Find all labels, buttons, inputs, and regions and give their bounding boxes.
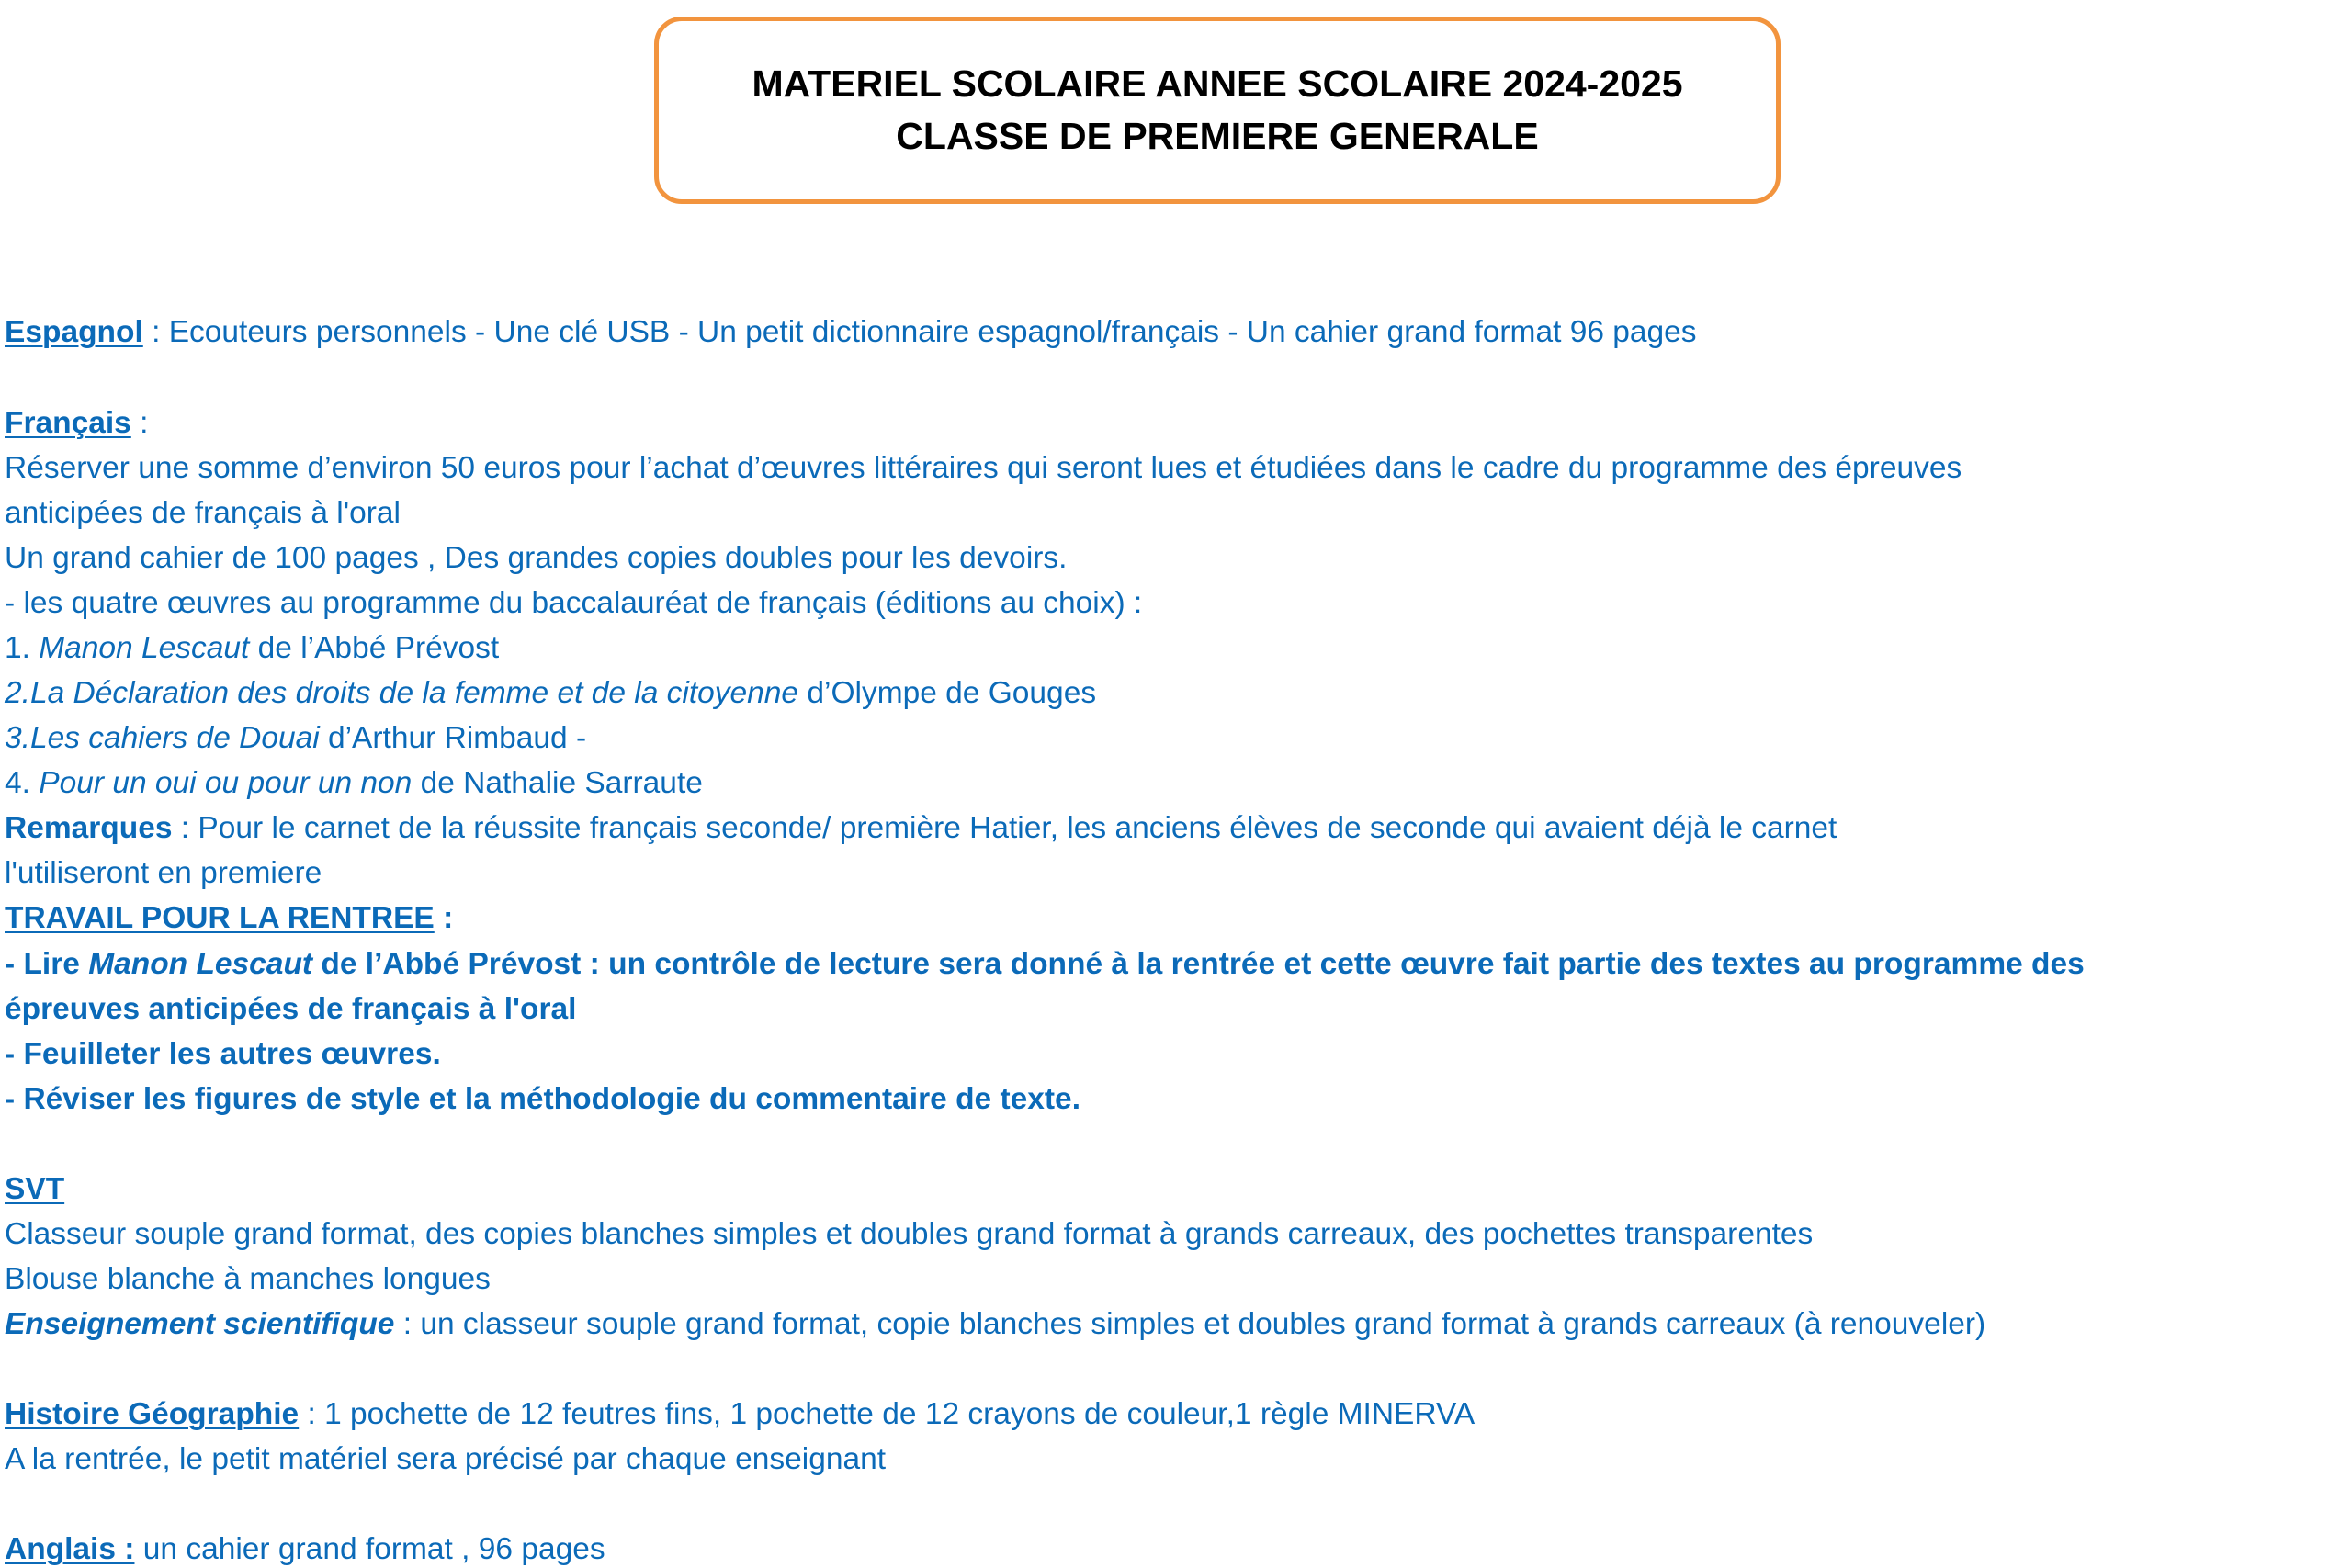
work-4-author: de Nathalie Sarraute xyxy=(412,766,703,800)
travail-item-1-line-2: épreuves anticipées de français à l'oral xyxy=(5,992,577,1026)
work-2-author: d’Olympe de Gouges xyxy=(798,676,1097,710)
histoire-heading: Histoire Géographie xyxy=(5,1397,300,1431)
work-1-title: Manon Lescaut xyxy=(39,631,250,665)
enseignement-scientifique-line xyxy=(5,1306,1985,1343)
work-3-title: 3.Les cahiers de Douai xyxy=(5,721,320,755)
svt-heading-line xyxy=(5,1171,64,1208)
document-subtitle: CLASSE DE PREMIERE GENERALE xyxy=(896,115,1539,157)
espagnol-section xyxy=(5,314,1697,351)
travail-item-3: - Réviser les figures de style et la méthodologie du commentaire de texte. xyxy=(5,1082,1080,1116)
work-2-title: 2.La Déclaration des droits de la femme et de la citoyenne xyxy=(5,676,799,710)
francais-line4: - les quatre œuvres au programme du baccalauréat de français (éditions au choix) : xyxy=(5,586,1143,620)
enseignement-scientifique-text: : un classeur souple grand format, copie blanches simples et doubles grand format à grands carreaux (à renouveler) xyxy=(394,1307,1986,1341)
document-title: MATERIEL SCOLAIRE ANNEE SCOLAIRE 2024-2025 xyxy=(752,62,1683,105)
svt-line2: Blouse blanche à manches longues xyxy=(5,1262,491,1296)
title-box xyxy=(654,17,1781,204)
travail-heading-suffix: : xyxy=(434,901,454,935)
work-1-author: de l’Abbé Prévost xyxy=(249,631,500,665)
travail-1-title: Manon Lescaut xyxy=(88,947,313,981)
work-3-author: d’Arthur Rimbaud - xyxy=(319,721,587,755)
espagnol-text: : Ecouteurs personnels - Une clé USB - Un petit dictionnaire espagnol/français - Un cahier grand format 96 pages xyxy=(142,315,1697,349)
francais-heading: Français xyxy=(5,406,131,440)
work-1-number: 1. xyxy=(5,631,40,665)
francais-heading-line xyxy=(5,405,148,442)
svt-line1: Classeur souple grand format, des copies blanches simples et doubles grand format à grands carreaux, des pochettes transparentes xyxy=(5,1217,1814,1251)
remarques-line-2: l'utiliseront en premiere xyxy=(5,856,322,890)
espagnol-heading: Espagnol xyxy=(5,315,143,349)
remarques-line xyxy=(5,810,1837,847)
anglais-heading: Anglais : xyxy=(5,1532,135,1566)
histoire-line2: A la rentrée, le petit matériel sera précisé par chaque enseignant xyxy=(5,1442,887,1476)
work-4-title: Pour un oui ou pour un non xyxy=(39,766,413,800)
francais-work-3 xyxy=(5,720,586,757)
travail-1-text: de l’Abbé Prévost : un contrôle de lecture sera donné à la rentrée et cette œuvre fait partie des textes au programme des xyxy=(312,947,2085,981)
histoire-text: : 1 pochette de 12 feutres fins, 1 pochette de 12 crayons de couleur,1 règle MINERVA xyxy=(299,1397,1476,1431)
anglais-text: un cahier grand format , 96 pages xyxy=(134,1532,605,1566)
francais-heading-suffix: : xyxy=(130,406,149,440)
travail-item-1 xyxy=(5,946,2085,983)
travail-1-prefix: - Lire xyxy=(5,947,89,981)
travail-heading-line xyxy=(5,900,453,937)
francais-line1: Réserver une somme d’environ 50 euros pour l’achat d’œuvres littéraires qui seront lues et étudiées dans le cadre du programme des épreuves xyxy=(5,451,1962,485)
work-4-number: 4. xyxy=(5,766,40,800)
francais-work-2 xyxy=(5,675,1096,712)
francais-line2: anticipées de français à l'oral xyxy=(5,496,401,530)
enseignement-scientifique-label: Enseignement scientifique xyxy=(5,1307,395,1341)
travail-heading: TRAVAIL POUR LA RENTREE xyxy=(5,901,435,935)
anglais-line xyxy=(5,1531,605,1568)
francais-work-4 xyxy=(5,765,703,802)
francais-work-1 xyxy=(5,630,499,667)
remarques-label: Remarques xyxy=(5,811,173,845)
francais-line3: Un grand cahier de 100 pages , Des grandes copies doubles pour les devoirs. xyxy=(5,541,1068,575)
remarques-text: : Pour le carnet de la réussite français seconde/ première Hatier, les anciens élèves de seconde qui avaient déjà le carnet xyxy=(172,811,1838,845)
travail-item-2: - Feuilleter les autres œuvres. xyxy=(5,1037,441,1071)
histoire-line xyxy=(5,1396,1475,1433)
svt-heading: SVT xyxy=(5,1172,65,1206)
